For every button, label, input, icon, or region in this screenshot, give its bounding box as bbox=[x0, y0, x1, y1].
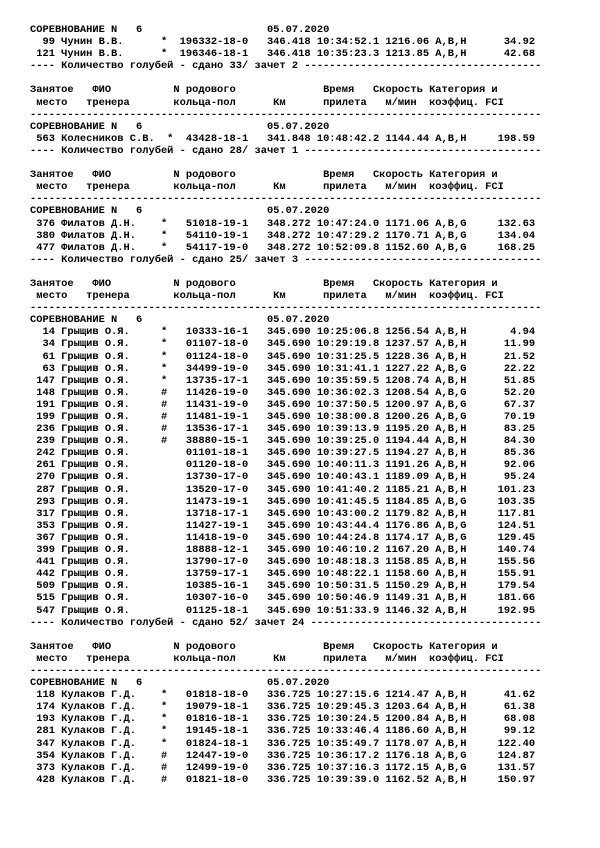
result-row: 354 Кулаков Г.Д. # 12447-19-0 336.725 10:36:17.2 1176.18 А,В,G 124.87 bbox=[30, 749, 536, 762]
result-row: 441 Грыщив О.Я. 13790-17-0 345.690 10:48:18.3 1158.85 А,В,Н 155.56 bbox=[30, 556, 536, 569]
result-row: 147 Грыщив О.Я. * 13735-17-1 345.690 10:35:59.5 1208.74 А,В,Н 51.85 bbox=[30, 374, 536, 387]
result-row: 287 Грыщив О.Я. 13520-17-0 345.690 10:41:40.2 1185.21 А,В,Н 101.23 bbox=[30, 483, 536, 496]
competition-header: СОРЕВНОВАНИЕ N 6 05.07.2020 bbox=[30, 205, 330, 218]
result-row: 148 Грыщив О.Я. # 11426-19-0 345.690 10:36:02.3 1208.54 А,В,G 52.20 bbox=[30, 386, 536, 399]
result-row: 261 Грыщив О.Я. 01120-18-0 345.690 10:40:11.3 1191.26 А,В,Н 92.06 bbox=[30, 459, 536, 472]
column-header-row-2: место тренера кольца-пол Км прилета м/мин коэффиц. FCI bbox=[30, 652, 504, 665]
result-row: 121 Чунин В.В. * 196346-18-1 346.418 10:35:23.3 1213.85 А,В,Н 42.68 bbox=[30, 48, 536, 61]
result-row: 281 Кулаков Г.Д. * 19145-18-1 336.725 10:33:46.4 1186.60 А,В,Н 99.12 bbox=[30, 725, 536, 738]
result-row: 242 Грыщив О.Я. 01101-18-1 345.690 10:39:27.5 1194.27 А,В,Н 85.36 bbox=[30, 447, 536, 460]
result-row: 191 Грыщив О.Я. # 11431-19-0 345.690 10:37:50.5 1200.97 А,В,G 67.37 bbox=[30, 398, 536, 411]
column-header-row-1: Занятое ФИО N родового Время Скорость Категория и bbox=[30, 84, 498, 97]
result-row: 376 Филатов Д.Н. * 51018-19-1 348.272 10:47:24.0 1171.06 А,В,G 132.63 bbox=[30, 217, 536, 230]
result-row: 199 Грыщив О.Я. # 11481-19-1 345.690 10:38:00.8 1200.26 А,В,G 70.19 bbox=[30, 411, 536, 423]
result-row: 193 Кулаков Г.Д. * 01816-18-1 336.725 10:30:24.5 1200.84 А,В,Н 68.08 bbox=[30, 713, 536, 726]
column-header-row-2: место тренера кольца-пол Км прилета м/мин коэффиц. FCI bbox=[30, 181, 504, 194]
competition-header: СОРЕВНОВАНИЕ N 6 05.07.2020 bbox=[30, 24, 330, 36]
separator-line: ---------------------------------------------------------------------------------- bbox=[30, 302, 542, 315]
result-row: 14 Грыщив О.Я. * 10333-16-1 345.690 10:25:06.8 1256.54 А,В,Н 4.94 bbox=[30, 326, 536, 339]
separator-line: ---------------------------------------------------------------------------------- bbox=[30, 108, 542, 121]
result-row: 63 Грыщив О.Я. * 34499-19-0 345.690 10:31:41.1 1227.22 А,В,G 22.22 bbox=[30, 362, 536, 375]
separator-line: ---------------------------------------------------------------------------------- bbox=[30, 664, 542, 677]
result-row: 236 Грыщив О.Я. # 13536-17-1 345.690 10:39:13.9 1195.20 А,В,Н 83.25 bbox=[30, 423, 536, 436]
result-row: 477 Филатов Д.Н. * 54117-19-0 348.272 10:52:09.8 1152.60 А,В,G 168.25 bbox=[30, 241, 536, 254]
blank-line bbox=[30, 72, 600, 84]
column-header-row-1: Занятое ФИО N родового Время Скорость Категория и bbox=[30, 169, 498, 182]
column-header-row-2: место тренера кольца-пол Км прилета м/мин коэффиц. FCI bbox=[30, 290, 504, 303]
result-row: 515 Грыщив О.Я. 10307-16-0 345.690 10:50:46.9 1149.31 А,В,Н 181.66 bbox=[30, 592, 536, 605]
blank-line bbox=[30, 266, 600, 278]
result-row: 428 Кулаков Г.Д. # 01821-18-0 336.725 10:39:39.0 1162.52 А,В,Н 150.97 bbox=[30, 773, 536, 786]
result-row: 118 Кулаков Г.Д. * 01818-18-0 336.725 10:27:15.6 1214.47 А,В,Н 41.62 bbox=[30, 689, 536, 702]
result-row: 563 Колесников С.В. * 43428-18-1 341.848 10:48:42.2 1144.44 А,В,Н 198.59 bbox=[30, 132, 536, 145]
blank-line bbox=[30, 629, 600, 641]
competition-header: СОРЕВНОВАНИЕ N 6 05.07.2020 bbox=[30, 120, 330, 133]
result-row: 61 Грыщив О.Я. * 01124-18-0 345.690 10:31:25.5 1228.36 А,В,Н 21.52 bbox=[30, 350, 536, 363]
result-row: 367 Грыщив О.Я. 11418-19-0 345.690 10:44:24.8 1174.17 А,В,G 129.45 bbox=[30, 531, 536, 544]
result-row: 317 Грыщив О.Я. 13718-17-1 345.690 10:43:00.2 1179.82 А,В,Н 117.81 bbox=[30, 507, 536, 520]
result-row: 442 Грыщив О.Я. 13759-17-1 345.690 10:48:22.1 1158.60 А,В,Н 155.91 bbox=[30, 568, 536, 581]
result-row: 380 Филатов Д.Н. * 54110-19-1 348.272 10:47:29.2 1170.71 А,В,G 134.04 bbox=[30, 229, 536, 242]
result-row: 293 Грыщив О.Я. 11473-19-1 345.690 10:41:45.5 1184.85 А,В,G 103.35 bbox=[30, 495, 536, 508]
column-header-row-1: Занятое ФИО N родового Время Скорость Категория и bbox=[30, 277, 498, 290]
result-row: 399 Грыщив О.Я. 18888-12-1 345.690 10:46:10.2 1167.20 А,В,Н 140.74 bbox=[30, 544, 536, 557]
pigeon-count-summary: ---- Количество голубей - сдано 52/ зачет 24 ------------------------------------- bbox=[30, 616, 542, 629]
pigeon-count-summary: ---- Количество голубей - сдано 33/ зачет 2 -------------------------------------- bbox=[30, 60, 542, 73]
result-row: 509 Грыщив О.Я. 10385-16-1 345.690 10:50:31.5 1150.29 А,В,Н 179.54 bbox=[30, 580, 536, 593]
column-header-row-2: место тренера кольца-пол Км прилета м/мин коэффиц. FCI bbox=[30, 96, 504, 109]
pigeon-count-summary: ---- Количество голубей - сдано 28/ зачет 1 -------------------------------------- bbox=[30, 144, 542, 157]
result-row: 353 Грыщив О.Я. 11427-19-1 345.690 10:43:44.4 1176.86 А,В,G 124.51 bbox=[30, 519, 536, 532]
result-row: 99 Чунин В.В. * 196332-18-0 346.418 10:34:52.1 1216.06 А,В,Н 34.92 bbox=[30, 36, 536, 49]
separator-line: ---------------------------------------------------------------------------------- bbox=[30, 193, 542, 206]
result-row: 547 Грыщив О.Я. 01125-18-1 345.690 10:51:33.9 1146.32 А,В,Н 192.95 bbox=[30, 604, 536, 617]
column-header-row-1: Занятое ФИО N родового Время Скорость Категория и bbox=[30, 640, 498, 653]
result-row: 373 Кулаков Г.Д. # 12499-19-0 336.725 10:37:16.3 1172.15 А,В,G 131.57 bbox=[30, 761, 536, 774]
result-row: 174 Кулаков Г.Д. * 19079-18-1 336.725 10:29:45.3 1203.64 А,В,Н 61.38 bbox=[30, 701, 536, 714]
result-row: 239 Грыщив О.Я. # 38880-15-1 345.690 10:39:25.0 1194.44 А,В,Н 84.30 bbox=[30, 435, 536, 448]
competition-header: СОРЕВНОВАНИЕ N 6 05.07.2020 bbox=[30, 677, 330, 690]
result-row: 347 Кулаков Г.Д. * 01824-18-1 336.725 10:35:49.7 1178.07 А,В,Н 122.40 bbox=[30, 737, 536, 750]
result-row: 34 Грыщив О.Я. * 01107-18-0 345.690 10:29:19.8 1237.57 А,В,Н 11.99 bbox=[30, 338, 536, 351]
result-row: 270 Грыщив О.Я. 13730-17-0 345.690 10:40:43.1 1189.09 А,В,Н 95.24 bbox=[30, 471, 536, 484]
competition-header: СОРЕВНОВАНИЕ N 6 05.07.2020 bbox=[30, 314, 330, 327]
pigeon-count-summary: ---- Количество голубей - сдано 25/ зачет 3 -------------------------------------- bbox=[30, 253, 542, 266]
blank-line bbox=[30, 157, 600, 169]
